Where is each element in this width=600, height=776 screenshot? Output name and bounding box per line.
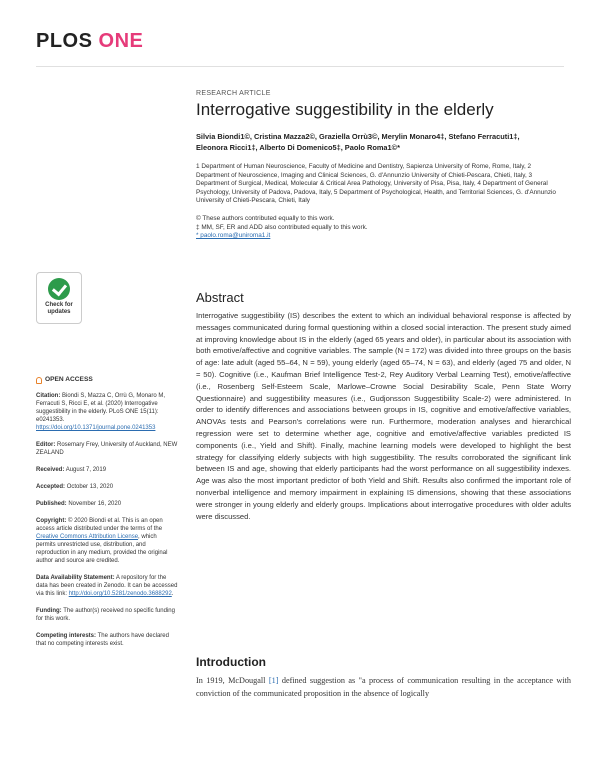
reference-link[interactable]: [1] (268, 676, 279, 685)
funding: Funding: The author(s) received no specific funding for this work. (36, 608, 175, 622)
competing-interests: Competing interests: The authors have declared that no competing interests exist. (36, 633, 169, 647)
copyright: Copyright: © 2020 Biondi et al. This is an open access article distributed under the terms of the Creative Commons Attribution License, which permits unrestricted use, distribution, and reproduction in any medium, provided the original author and source are credited. (36, 518, 168, 564)
corresponding-email-link[interactable]: * paolo.roma@uniroma1.it (196, 232, 271, 240)
abstract-text: Interrogative suggestibility (IS) describes the extent to which an individual behavioral response is affected by messages communicated during formal questioning within a closed social interaction. The present study aimed at improving knowledge about IS in the elderly (aged 65 years and older), in particular about its association with both emotive/affective and cognitive variables. The sample (N = 172) was divided into three groups on the basis of age: late adult (aged 55–64, N = 59), young elderly (aged 65–74, N = 63), and elderly (aged 75 and older, N = 50). Cognitive (i.e., Kaufman Brief Intelligence Test-2, Rey Auditory Verbal Learning Test), emotive/affective (i.e., Rosenberg Self-Esteem Scale, Marlowe–Crowne Social Desirability Scale, Penn State Worry Questionnaire) and suggestibility measures (i.e., Gudjonsson Suggestibility Scale-2) were administered. In order to identify differences and associations between groups in IS, cognitive and emotive/affective variables, ANOVAs tests and Pearson's correlations were run. Furthermore, moderation analyses and hierarchical regression were set to determine whether age, cognitive and emotive/affective variables predicted IS components (i.e., Yield and Shift). Finally, machine learning models were developed to highlight the best strategy for classifying elderly subjects with high suggestibility. The results corroborated the significant link between IS and age, showing that elderly participants had the worst performance on all suggestibility indexes. Age was also the most important predictor of both Yield and Shift. Results also confirmed the important role of nonverbal intelligence and memory impairment in explaining IS dimensions, showing that these associations were stronger in young elderly and elderly groups. Implications about interrogative procedures with older adults were discussed. (196, 311, 571, 521)
received-date: Received: August 7, 2019 (36, 467, 107, 473)
introduction-heading: Introduction (196, 655, 266, 669)
published-date: Published: November 16, 2020 (36, 501, 122, 507)
crossmark-icon (48, 278, 70, 300)
check-for-updates-badge[interactable] (36, 272, 82, 324)
data-availability: Data Availability Statement: A repository for the data has been created in Zenodo. It can be accessed via this link: http://doi.org/10.5281/zenodo.3688292. (36, 575, 178, 597)
check-for-updates-label: Check for updates (45, 302, 73, 315)
editor: Editor: Rosemary Frey, University of Auckland, NEW ZEALAND (36, 442, 178, 456)
abstract-heading: Abstract (196, 290, 244, 305)
author-list (196, 132, 566, 153)
author-line: Eleonora Ricci1‡, Alberto Di Domenico5‡, Paolo Roma1©* (196, 142, 400, 152)
open-lock-icon (36, 377, 42, 384)
citation-doi-link[interactable]: https://doi.org/10.1371/journal.pone.0241353 (36, 425, 156, 431)
logo-plos: PLOS (36, 30, 93, 52)
license-link[interactable]: Creative Commons Attribution License (36, 534, 139, 540)
zenodo-link[interactable]: http://doi.org/10.5281/zenodo.3688292 (68, 591, 172, 597)
logo-one: ONE (98, 30, 144, 52)
equal-contribution-note: © These authors contributed equally to this work. (196, 214, 335, 222)
article-metadata-sidebar (36, 376, 178, 657)
article-header (196, 90, 566, 241)
author-line: Silvia Biondi1©, Cristina Mazza2©, Graziella Orrù3©, Merylin Monaro4‡, Stefano Ferracuti1‡, (196, 132, 520, 141)
open-access-label: OPEN ACCESS (36, 376, 178, 384)
article-title: Interrogative suggestibility in the elderly (196, 100, 494, 119)
accepted-date: Accepted: October 13, 2020 (36, 484, 114, 490)
also-contributed-note: ‡ MM, SF, ER and ADD also contributed equally to this work. (196, 223, 368, 231)
author-notes (196, 215, 566, 241)
plos-one-logo[interactable] (36, 30, 143, 53)
introduction-text: In 1919, McDougall [1] defined suggestion as "a process of communication resulting in the acceptance with conviction of the communicated proposition in the absence of logically (196, 676, 571, 698)
header-divider (36, 66, 564, 67)
citation: Citation: Biondi S, Mazza C, Orrù G, Monaro M, Ferracuti S, Ricci E, et al. (2020) Interrogative suggestibility in the elderly. PLoS ONE 15(11): e0241353. https://doi.org/10.1371/journal.pone.0241353 (36, 393, 166, 431)
affiliations: 1 Department of Human Neuroscience, Faculty of Medicine and Dentistry, Sapienza University of Rome, Rome, Italy, 2 Department of Neuroscience, Imaging and Clinical Sciences, G. d'Annunzio University of Chieti-Pescara, Chieti, Italy, 3 Department of Surgical, Medical, Molecular & Critical Area Pathology, University of Pisa, Pisa, Italy, 4 Department of General Psychology, University of Padova, Padova, Italy, 5 Department of Psychological, Health, and Territorial Sciences, G. d'Annunzio University of Chieti-Pescara, Chieti, Italy (196, 163, 556, 205)
article-type: RESEARCH ARTICLE (196, 90, 271, 97)
